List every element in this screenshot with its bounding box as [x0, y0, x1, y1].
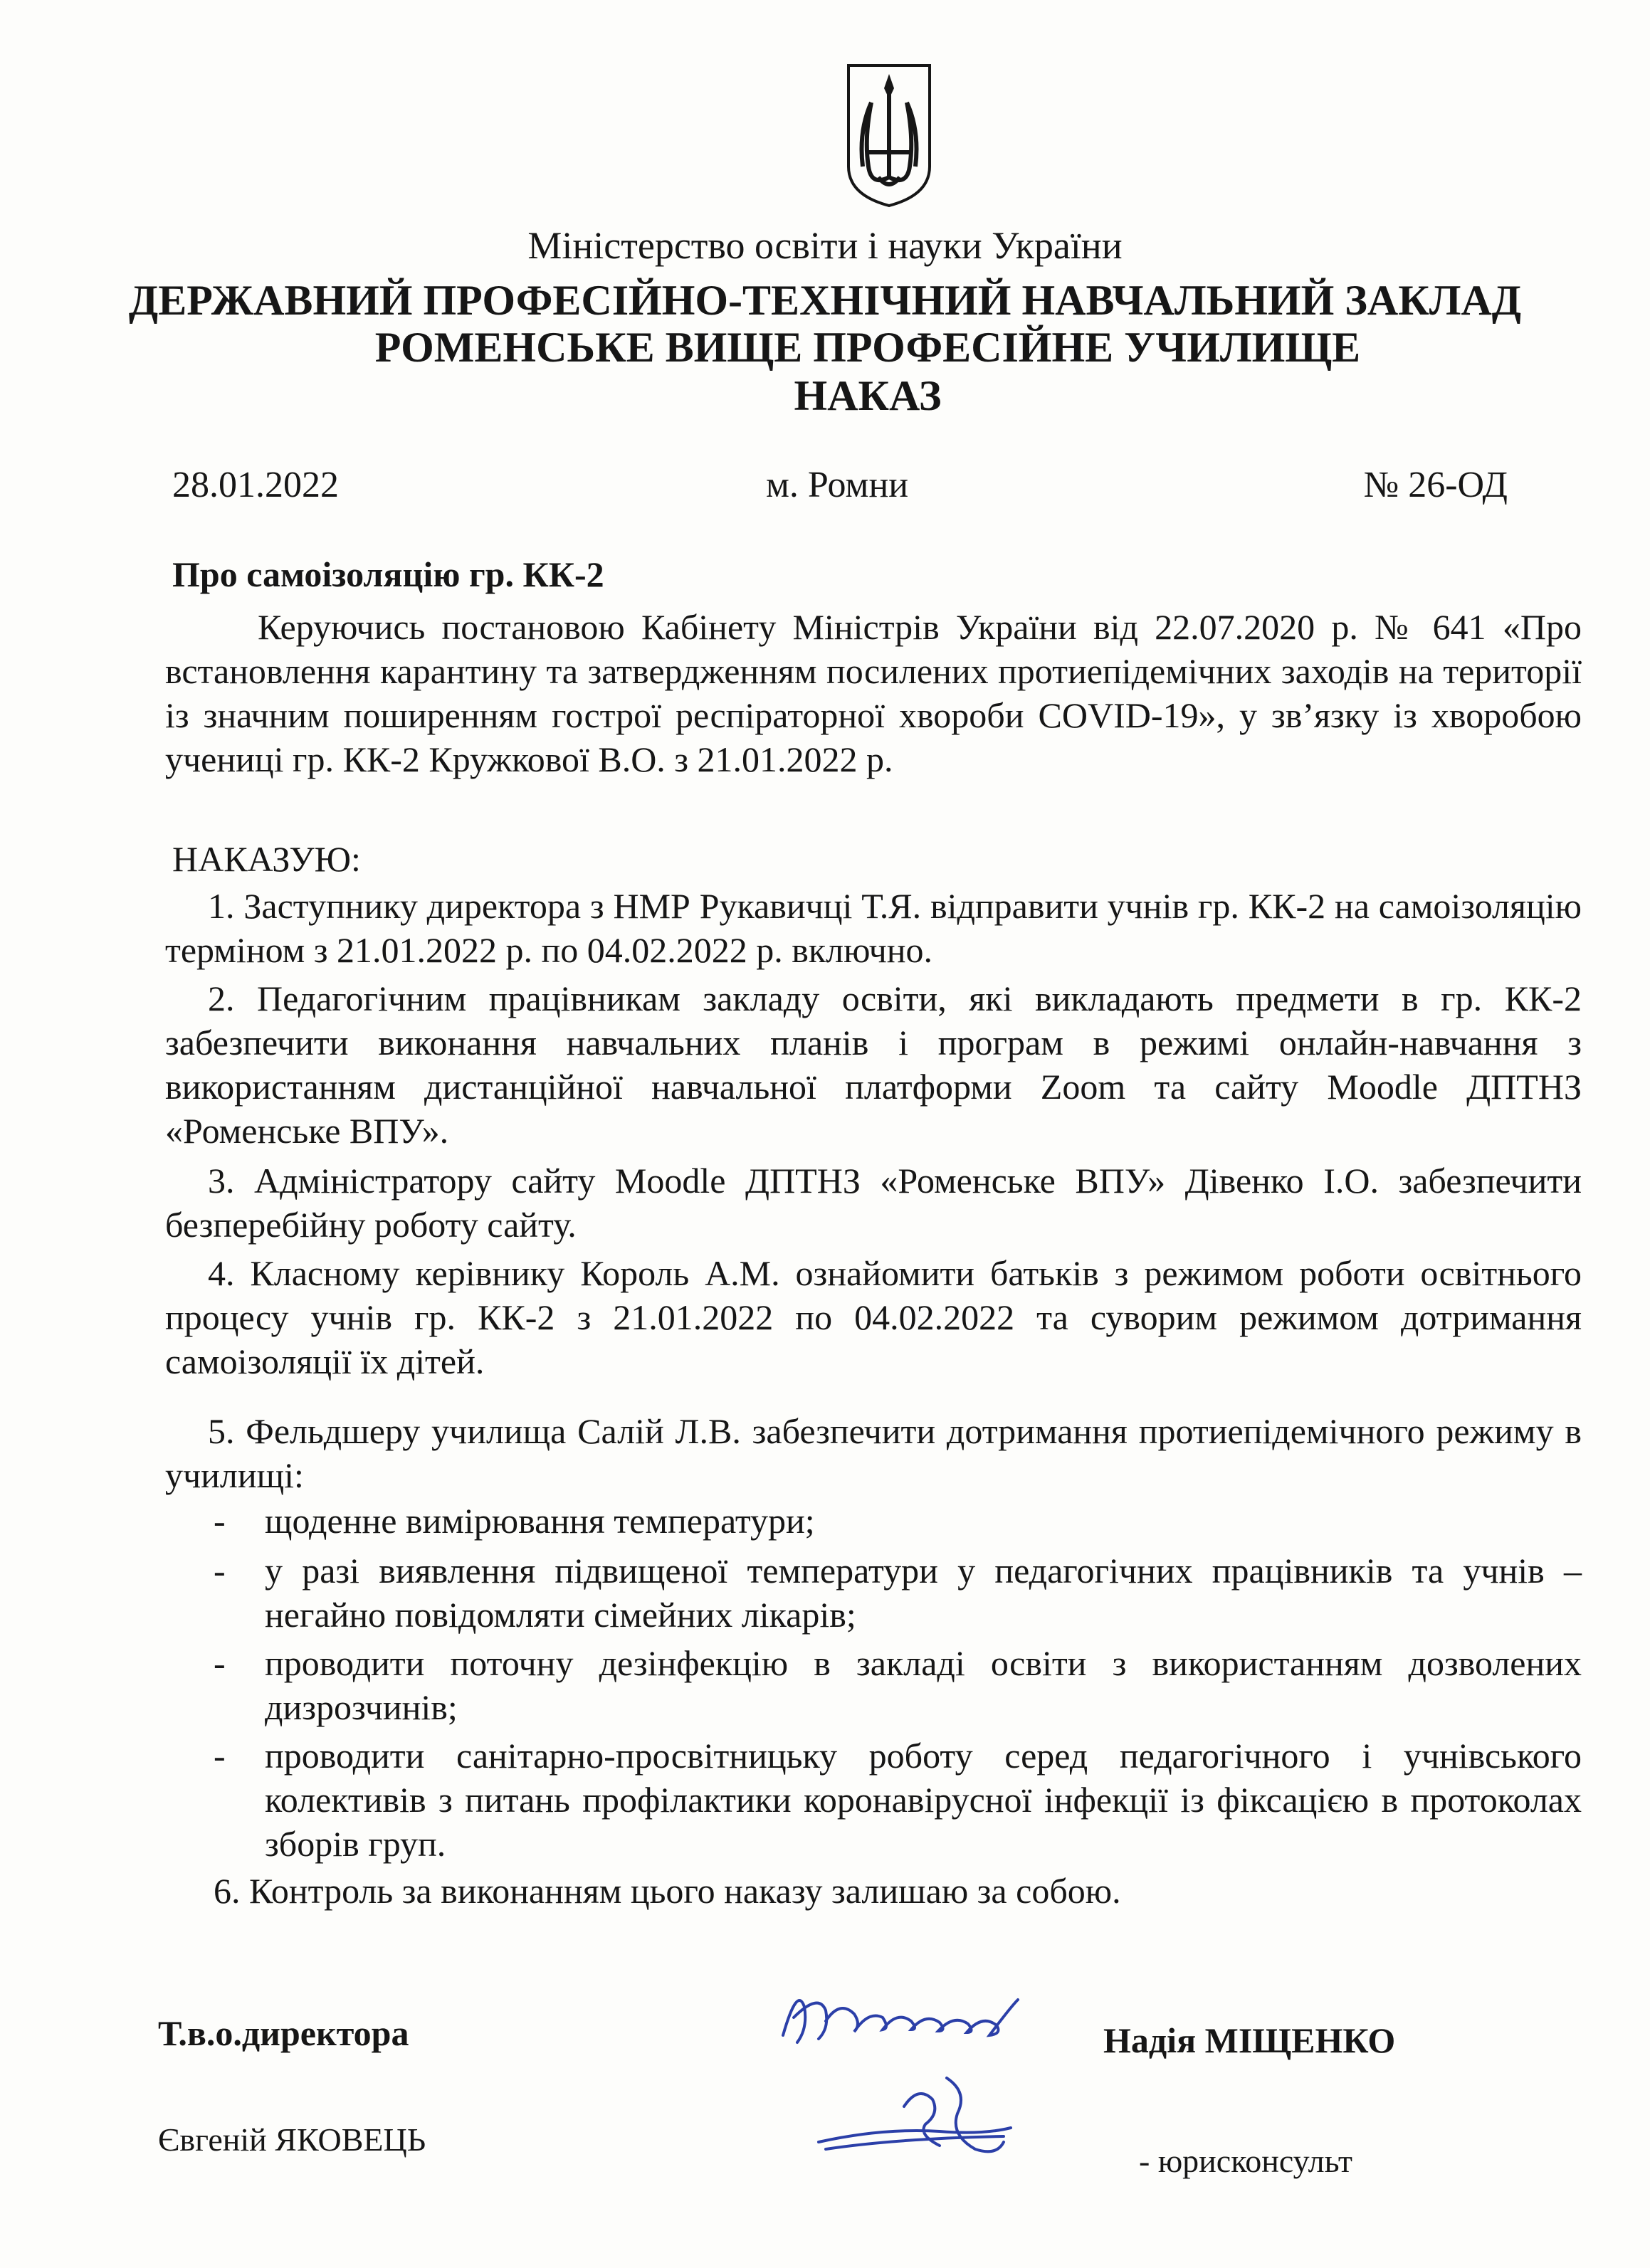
order-item-5 [165, 1409, 1582, 1497]
order-item-text: 2. Педагогічним працівникам закладу освіти, які викладають предмети в гр. КК-2 забезпечити виконання навчальних планів і програм в режимі онлайн-навчання з використанням дистанційної навчальної платформи Zoom та сайту Moodle ДПТНЗ «Роменське ВПУ». [165, 979, 1582, 1151]
subitem-text: у разі виявлення підвищеної температури у педагогічних працівників та учнів – негайно повідомляти сімейних лікарів; [265, 1551, 1582, 1635]
subitem-3 [214, 1641, 1582, 1729]
order-item-text: 5. Фельдшеру училища Салій Л.В. забезпечити дотримання протиепідемічного режиму в училищі: [165, 1411, 1582, 1495]
order-item-text: 3. Адміністратору сайту Moodle ДПТНЗ «Роменське ВПУ» Дівенко І.О. забезпечити безперебійну роботу сайту. [165, 1161, 1582, 1245]
order-item-3 [165, 1159, 1582, 1247]
institution-name-line1: ДЕРЖАВНИЙ ПРОФЕСІЙНО-ТЕХНІЧНИЙ НАВЧАЛЬНИЙ ЗАКЛАД [128, 277, 1522, 324]
subitem-4 [214, 1734, 1582, 1866]
preamble-paragraph: Керуючись постановою Кабінету Міністрів України від 22.07.2020 р. № 641 «Про встановлення карантину та затвердженням посилених протиепідемічних заходів на території із значним поширенням гострої респіраторної хвороби COVID-19», у зв’язку із хворобою учениці гр. КК-2 Кружкової В.О. з 21.01.2022 р. [165, 607, 1582, 779]
subitem-text: щоденне вимірювання температури; [265, 1501, 815, 1541]
subitem-text: проводити поточну дезінфекцію в закладі освіти з використанням дозволених дизрозчинів; [265, 1643, 1582, 1727]
order-word: НАКАЗУЮ: [172, 839, 361, 879]
order-item-1 [165, 884, 1582, 972]
institution-name-line2: РОМЕНСЬКЕ ВИЩЕ ПРОФЕСІЙНЕ УЧИЛИЩЕ [374, 324, 1361, 371]
order-subject: Про самоізоляцію гр. КК-2 [172, 554, 604, 594]
subitem-2 [214, 1549, 1582, 1637]
order-city: м. Ромни [766, 465, 909, 505]
order-item-text: 1. Заступнику директора з НМР Рукавичці Т.Я. відправити учнів гр. КК-2 на самоізоляцію терміном з 21.01.2022 р. по 04.02.2022 р. включно. [165, 886, 1582, 970]
approver-name: Євгеній ЯКОВЕЦЬ [158, 2121, 426, 2158]
order-date: 28.01.2022 [172, 465, 339, 505]
order-item-2 [165, 976, 1582, 1153]
subitem-text: проводити санітарно-просвітницьку роботу серед педагогічного і учнівського колективів з питань профілактики коронавірусної інфекції із фіксацією в протоколах зборів груп. [265, 1736, 1582, 1864]
document-type: НАКАЗ [794, 372, 942, 419]
dash-marker: - [214, 1643, 226, 1683]
signatory-title: Т.в.о.директора [158, 2013, 409, 2053]
director-signature [776, 1978, 1032, 2057]
coat-of-arms-icon [843, 60, 935, 209]
dash-marker: - [214, 1736, 226, 1776]
approver-role: - юрисконсульт [1139, 2143, 1352, 2179]
order-item-6: 6. Контроль за виконанням цього наказу залишаю за собою. [214, 1871, 1121, 1911]
dash-marker: - [214, 1551, 226, 1591]
order-number: № 26-ОД [1363, 465, 1508, 505]
approval-signature [797, 2064, 1025, 2171]
ministry-name: Міністерство освіти і науки України [527, 224, 1123, 267]
order-item-4 [165, 1251, 1582, 1383]
signatory-name: Надія МІЩЕНКО [1103, 2020, 1396, 2060]
dash-marker: - [214, 1501, 226, 1541]
subitem-1 [214, 1499, 1582, 1543]
order-item-text: 4. Класному керівнику Король А.М. ознайомити батьків з режимом роботи освітнього процесу учнів гр. КК-2 з 21.01.2022 по 04.02.2022 та суворим режимом дотримання самоізоляції їх дітей. [165, 1253, 1582, 1381]
